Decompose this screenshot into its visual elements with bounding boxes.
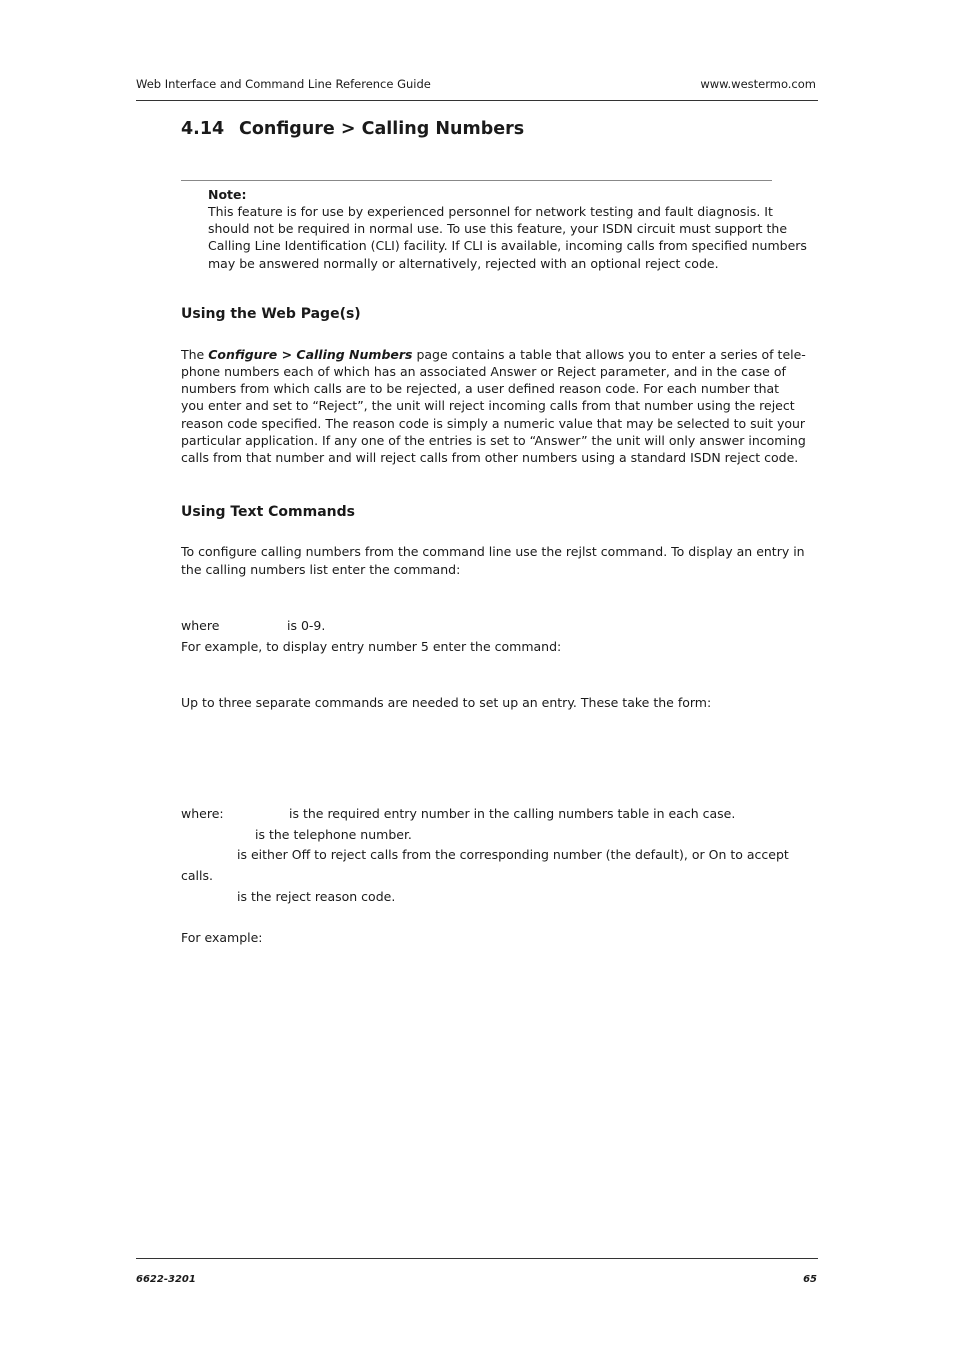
where2-entry: is the required entry number in the calling numbers table in each case. xyxy=(289,806,736,821)
web-line-7: calls from that number and will reject calls from other numbers using a standard ISDN reject code. xyxy=(181,450,799,465)
footer-rule xyxy=(136,1258,818,1259)
section-title-text: Configure > Calling Numbers xyxy=(239,119,525,139)
web-line-1 xyxy=(181,346,806,363)
web-line-1-suffix: page contains a table that allows you to enter a series of tele- xyxy=(412,347,806,362)
web-line-5: reason code specified. The reason code is simply a numeric value that may be selected to suit your xyxy=(181,416,806,431)
where2-phone: is the telephone number. xyxy=(255,827,412,842)
web-section-heading: Using the Web Page(s) xyxy=(181,306,361,322)
text-intro-line-1: To configure calling numbers from the command line use the rejlst command. To display an entry in xyxy=(181,544,805,559)
note-line-2: should not be required in normal use. To use this feature, your ISDN circuit must support the xyxy=(208,221,788,236)
web-line-1-emphasis: Configure > Calling Numbers xyxy=(208,347,413,362)
web-line-3: numbers from which calls are to be rejected, a user defined reason code. For each number that xyxy=(181,381,780,396)
text-intro-line-2: the calling numbers list enter the command: xyxy=(181,562,461,577)
where2-answer-line-1: is either Off to reject calls from the corresponding number (the default), or On to accept xyxy=(237,847,789,862)
web-line-6: particular application. If any one of the entries is set to “Answer” the unit will only answer incoming xyxy=(181,433,806,448)
section-number: 4.14 xyxy=(181,119,225,139)
section-title xyxy=(181,119,524,139)
web-line-1-prefix: The xyxy=(181,347,209,362)
web-line-4: you enter and set to “Reject”, the unit will reject incoming calls from that number using the reject xyxy=(181,398,795,413)
where-label: where xyxy=(181,618,220,633)
header-website: www.westermo.com xyxy=(700,77,816,91)
note-line-4: may be answered normally or alternatively, rejected with an optional reject code. xyxy=(208,256,719,271)
example-line: For example, to display entry number 5 enter the command: xyxy=(181,639,562,654)
note-line-1: This feature is for use by experienced personnel for network testing and fault diagnosis. It xyxy=(208,204,773,219)
note-label: Note: xyxy=(208,187,247,202)
text-section-heading: Using Text Commands xyxy=(181,504,355,520)
note-rule xyxy=(181,180,772,181)
header-guide-title: Web Interface and Command Line Reference Guide xyxy=(136,77,431,91)
header-rule xyxy=(136,100,818,101)
where2-reason: is the reject reason code. xyxy=(237,889,396,904)
web-line-2: phone numbers each of which has an associated Answer or Reject parameter, and in the case of xyxy=(181,364,786,379)
where2-answer-line-2: calls. xyxy=(181,868,213,883)
where-text: is 0-9. xyxy=(287,618,326,633)
for-example-label: For example: xyxy=(181,930,263,945)
footer-page-number: 65 xyxy=(803,1274,817,1285)
note-line-3: Calling Line Identification (CLI) facility. If CLI is available, incoming calls from specified numbers xyxy=(208,238,807,253)
up-to-three-line: Up to three separate commands are needed to set up an entry. These take the form: xyxy=(181,695,712,710)
footer-doc-number: 6622-3201 xyxy=(136,1274,196,1285)
where2-label: where: xyxy=(181,806,224,821)
